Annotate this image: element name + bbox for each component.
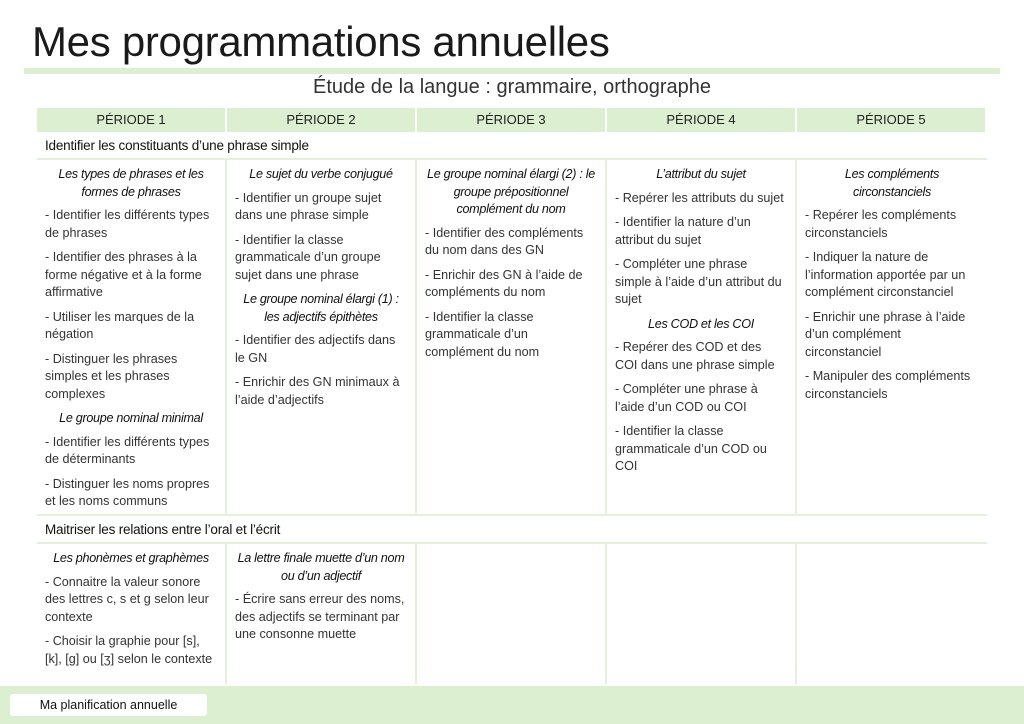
objective-item: - Identifier la classe grammaticale d’un groupe sujet dans une phrase	[235, 232, 381, 282]
objective-item: - Enrichir des GN minimaux à l’aide d’adjectifs	[235, 375, 400, 407]
section-heading-oral-ecrit: Maitriser les relations entre l’oral et l’écrit	[37, 516, 987, 544]
section-heading-constituants: Identifier les constituants d’une phrase simple	[37, 132, 987, 160]
objective-item: - Connaitre la valeur sonore des lettres c, s et g selon leur contexte	[45, 574, 209, 624]
section-body-oral-ecrit	[37, 544, 987, 684]
subtopic-heading: Le groupe nominal minimal	[59, 411, 203, 425]
footer-label: Ma planification annuelle	[10, 694, 207, 716]
objective-item: - Identifier des compléments du nom dans des GN	[425, 225, 584, 257]
subtopic-heading: Les phonèmes et graphèmes	[53, 551, 209, 565]
cell	[607, 160, 797, 514]
cell	[607, 544, 797, 684]
subtopic-heading: Le groupe nominal élargi (2) : le groupe prépositionnel complément du nom	[427, 167, 595, 216]
subtopic-heading: Le groupe nominal élargi (1) : les adjectifs épithètes	[243, 292, 399, 324]
cell	[417, 544, 607, 684]
objective-item: - Identifier des adjectifs dans le GN	[235, 333, 396, 365]
objective-item: - Utiliser les marques de la négation	[45, 309, 195, 341]
cell	[417, 160, 607, 514]
page-subtitle: Étude de la langue : grammaire, orthographe	[312, 76, 712, 98]
subtopic-heading: Le sujet du verbe conjugué	[249, 167, 393, 181]
page-title: Mes programmations annuelles	[32, 18, 610, 65]
objective-item: - Identifier la classe grammaticale d’un complément du nom	[425, 309, 540, 359]
objective-item: - Manipuler des compléments circonstanciels	[805, 369, 971, 401]
cell	[227, 544, 417, 684]
period-header-4: PÉRIODE 4	[607, 108, 797, 132]
objective-item: - Repérer des COD et des COI dans une phrase simple	[615, 340, 775, 372]
subtopic-heading: Les types de phrases et les formes de phrases	[58, 167, 204, 199]
objective-item: - Compléter une phrase à l’aide d’un COD ou COI	[615, 382, 758, 414]
section-body-constituants	[37, 160, 987, 516]
objective-item: - Choisir la graphie pour [s], [k], [g] ou [ʒ] selon le contexte	[45, 634, 213, 666]
period-header-1: PÉRIODE 1	[37, 108, 227, 132]
subtopic-heading: Les COD et les COI	[648, 316, 754, 331]
objective-item: - Compléter une phrase simple à l’aide d’un attribut du sujet	[615, 257, 782, 306]
subtopic-heading: Les compléments circonstanciels	[844, 167, 940, 199]
period-header-5: PÉRIODE 5	[797, 108, 987, 132]
objective-item: - Identifier des phrases à la forme négative et à la forme affirmative	[45, 250, 202, 299]
cell	[797, 160, 987, 514]
objective-item: - Écrire sans erreur des noms, des adjectifs se terminant par une consonne muette	[235, 592, 405, 641]
cell	[37, 544, 227, 684]
objective-item: - Enrichir une phrase à l’aide d’un complément circonstanciel	[805, 309, 966, 359]
period-header-3: PÉRIODE 3	[417, 108, 607, 132]
objective-item: - Identifier un groupe sujet dans une phrase simple	[235, 190, 382, 222]
objective-item: - Identifier les différents types de déterminants	[45, 434, 210, 466]
objective-item: - Identifier la nature d’un attribut du sujet	[615, 215, 751, 247]
objective-item: - Indiquer la nature de l’information apportée par un complément circonstanciel	[805, 250, 966, 299]
objective-item: - Enrichir des GN à l’aide de compléments du nom	[425, 267, 583, 299]
objective-item: - Distinguer les phrases simples et les phrases complexes	[45, 351, 178, 401]
subtopic-heading: La lettre finale muette d’un nom ou d’un adjectif	[237, 551, 405, 583]
cell	[37, 160, 227, 514]
cell	[797, 544, 987, 684]
cell	[227, 160, 417, 514]
objective-item: - Distinguer les noms propres et les noms communs	[45, 476, 210, 508]
objective-item: - Repérer les compléments circonstanciels	[805, 208, 957, 240]
title-underline	[24, 68, 1000, 74]
period-header-row	[37, 108, 987, 132]
objective-item: - Identifier la classe grammaticale d’un COD ou COI	[615, 424, 767, 473]
objective-item: - Identifier les différents types de phrases	[45, 208, 210, 240]
period-header-2: PÉRIODE 2	[227, 108, 417, 132]
subtopic-heading: L’attribut du sujet	[656, 167, 746, 181]
programming-table	[37, 108, 987, 684]
objective-item: - Repérer les attributs du sujet	[615, 190, 784, 205]
